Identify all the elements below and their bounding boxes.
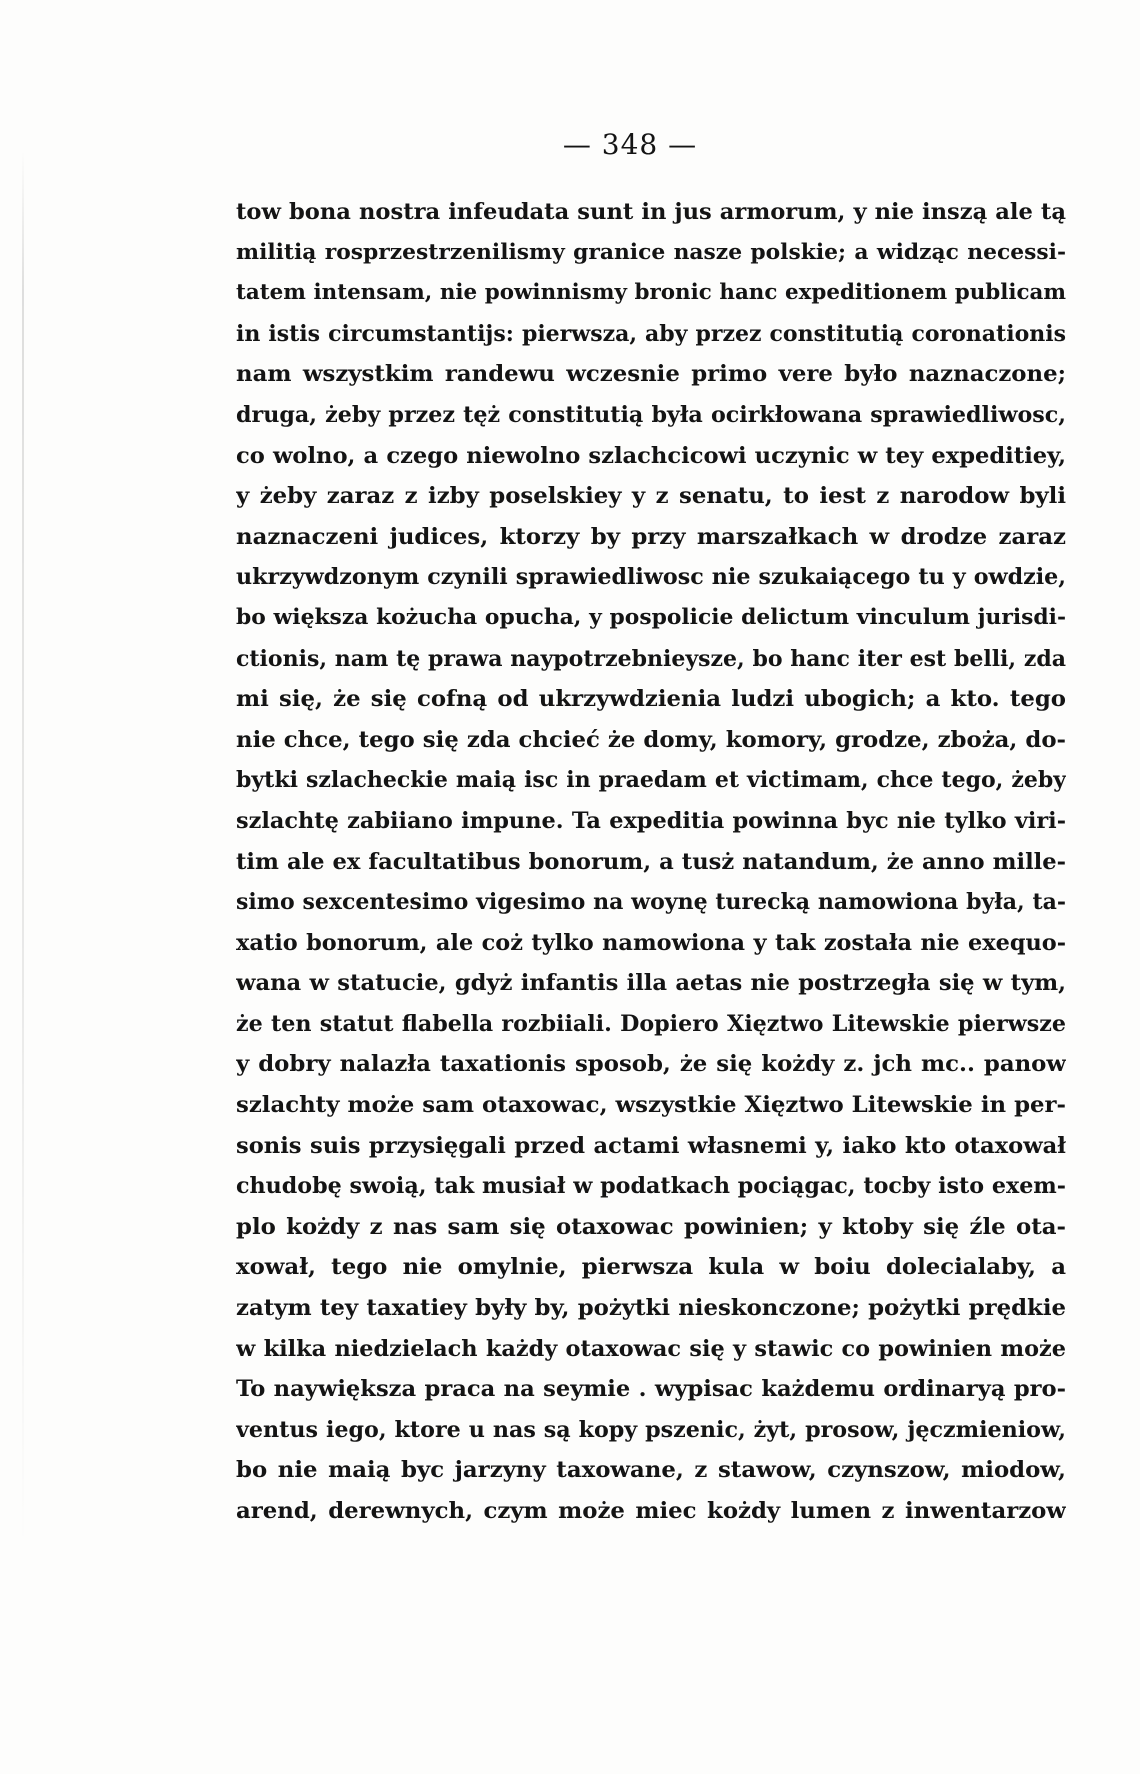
text-line: militią rosprzestrzenilismy granice nasze polskie; a widząc necessi- [236, 239, 1066, 265]
text-line: tim ale ex facultatibus bonorum, a tusż natandum, że anno mille- [236, 848, 1066, 875]
text-line: ukrzywdzonym czynili sprawiedliwosc nie szukaiącego tu y owdzie, [236, 564, 1066, 591]
text-line: szlachty może sam otaxowac, wszystkie Xięztwo Litewskie in per- [236, 1092, 1066, 1119]
text-line: co wolno, a czego niewolno szlachcicowi uczynic w tey expeditiey, [236, 442, 1066, 469]
text-line: wana w statucie, gdyż infantis illa aetas nie postrzegła się w tym, [236, 970, 1066, 997]
text-line: xował, tego nie omylnie, pierwsza kula w boiu dolecialaby, a [236, 1254, 1066, 1281]
text-line: ventus iego, ktore u nas są kopy pszenic, żyt, prosow, jęczmieniow, [236, 1416, 1066, 1443]
text-line: in istis circumstantijs: pierwsza, aby przez constitutią coronationis [236, 320, 1066, 347]
text-line: zatym tey taxatiey były by, pożytki nieskonczone; pożytki prędkie [236, 1295, 1066, 1322]
text-line: plo kożdy z nas sam się otaxowac powinien; y ktoby się źle ota- [236, 1213, 1066, 1240]
body-text [236, 192, 1066, 1532]
text-line: arend, derewnych, czym może miec kożdy lumen z inwentarzow [236, 1498, 1066, 1524]
page-edge-shadow [22, 150, 24, 1550]
text-line: tatem intensam, nie powinnismy bronic hanc expeditionem publicam [236, 280, 1066, 306]
text-line: mi się, że się cofną od ukrzywdzienia ludzi ubogich; a kto. tego [236, 686, 1066, 713]
text-line: nie chce, tego się zda chcieć że domy, komory, grodze, zboża, do- [236, 726, 1066, 753]
page-number: — 348 — [562, 128, 698, 161]
text-line: bo nie maią byc jarzyny taxowane, z stawow, czynszow, miodow, [236, 1457, 1066, 1484]
text-line: nam wszystkim randewu wczesnie primo vere było naznaczone; [236, 361, 1066, 388]
text-line: bo większa kożucha opucha, y pospolicie delictum vinculum jurisdi- [236, 604, 1066, 630]
text-line: xatio bonorum, ale coż tylko namowiona y tak została nie exequo- [236, 929, 1066, 956]
text-line: bytki szlacheckie maią isc in praedam et victimam, chce tego, żeby [236, 767, 1066, 794]
text-line: y dobry nalazła taxationis sposob, że się kożdy z. jch mc.. panow [236, 1051, 1066, 1078]
text-line: ctionis, nam tę prawa naypotrzebnieysze, bo hanc iter est belli, zda [236, 645, 1066, 672]
text-line: To naywiększa praca na seymie . wypisac każdemu ordinaryą pro- [236, 1376, 1066, 1403]
text-line: że ten statut flabella rozbiiali. Dopiero Xięztwo Litewskie pierwsze [236, 1010, 1066, 1037]
text-line: druga, żeby przez tęż constitutią była ocirkłowana sprawiedliwosc, [236, 401, 1066, 428]
text-line: chudobę swoią, tak musiał w podatkach pociągac, tocby isto exem- [236, 1173, 1066, 1200]
text-line: szlachtę zabiiano impune. Ta expeditia powinna byc nie tylko viri- [236, 807, 1066, 834]
text-line: naznaczeni judices, ktorzy by przy marszałkach w drodze zaraz [236, 523, 1066, 550]
text-line: y żeby zaraz z izby poselskiey y z senatu, to iest z narodow byli [236, 483, 1066, 510]
text-line: sonis suis przysięgali przed actami własnemi y, iako kto otaxował [236, 1132, 1066, 1159]
text-line: tow bona nostra infeudata sunt in jus armorum, y nie inszą ale tą [236, 199, 1066, 225]
text-line: simo sexcentesimo vigesimo na woynę turecką namowiona była, ta- [236, 889, 1066, 916]
text-line: w kilka niedzielach każdy otaxowac się y stawic co powinien może [236, 1335, 1066, 1362]
